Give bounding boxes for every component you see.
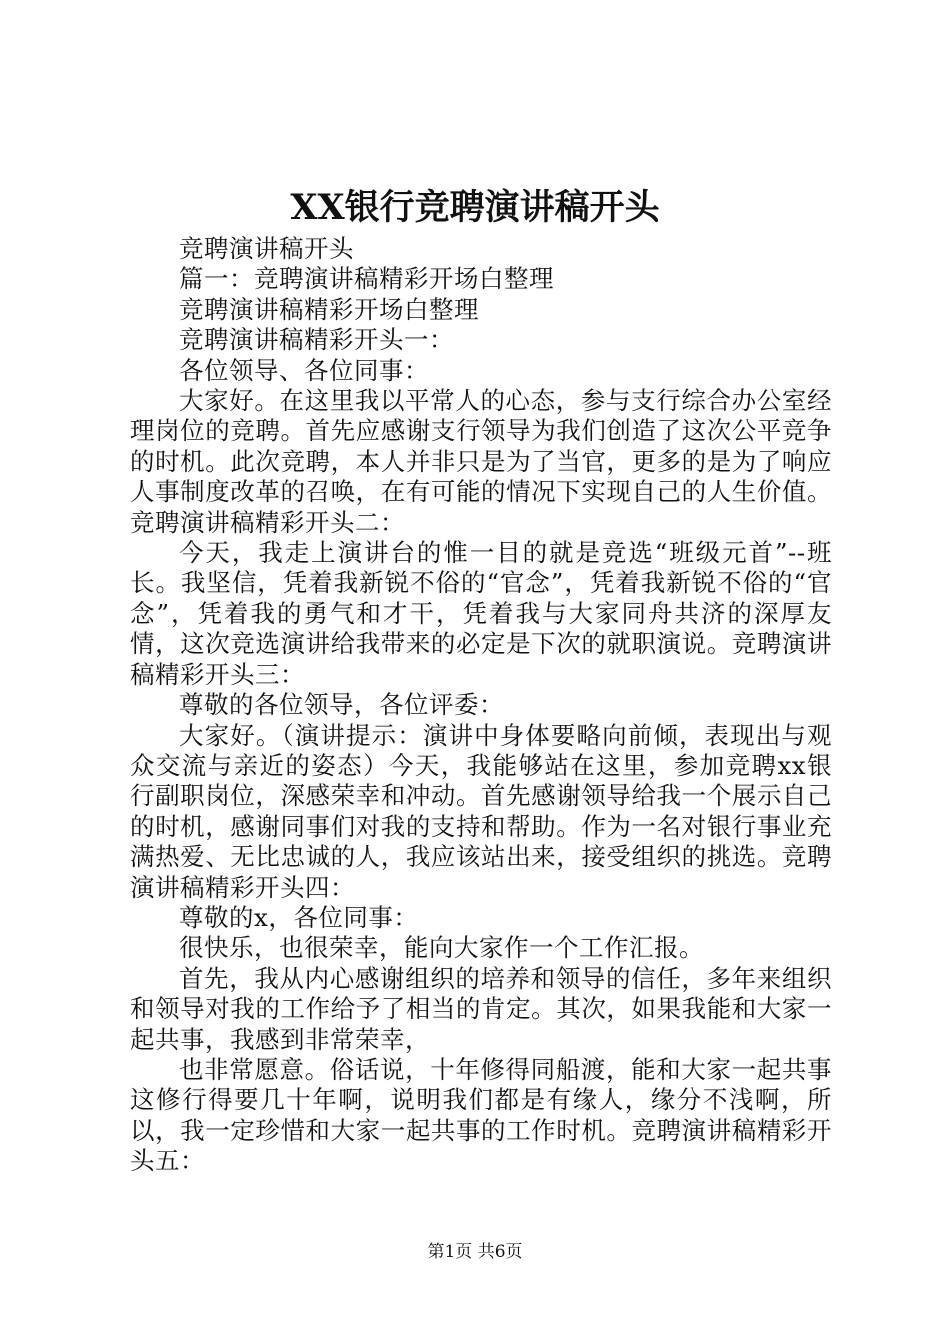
- paragraph-12: 首先，我从内心感谢组织的培养和领导的信任，多年来组织和领导对我的工作给予了相当的肯定。其次，如果我能和大家一起共事，我感到非常荣幸，: [130, 963, 832, 1054]
- paragraph-10: 尊敬的x，各位同事：: [179, 902, 419, 932]
- document-title: XX银行竞聘演讲稿开头: [290, 187, 660, 228]
- paragraph-7: 今天，我走上演讲台的惟一目的就是竞选“班级元首”--班长。我坚信，凭着我新锐不俗的“官念”，凭着我新锐不俗的“官念”，凭着我的勇气和才干，凭着我与大家同舟共济的深厚友情，这次竞选演讲给我带来的必定是下次的就职演说。竞聘演讲稿精彩开头三：: [130, 538, 832, 689]
- paragraph-8: 尊敬的各位领导，各位评委：: [179, 690, 504, 720]
- paragraph-4: 竞聘演讲稿精彩开头一：: [179, 325, 454, 355]
- paragraph-5: 各位领导、各位同事：: [179, 355, 429, 385]
- paragraph-6: 大家好。在这里我以平常人的心态，参与支行综合办公室经理岗位的竞聘。首先应感谢支行领导为我们创造了这次公平竞争的时机。此次竞聘，本人并非只是为了当官，更多的是为了响应人事制度改革的召唤，在有可能的情况下实现自己的人生价值。竞聘演讲稿精彩开头二：: [130, 386, 832, 537]
- paragraph-2: 篇一：竞聘演讲稿精彩开场白整理: [179, 264, 554, 294]
- paragraph-3: 竞聘演讲稿精彩开场白整理: [179, 294, 479, 324]
- document-body: [130, 234, 832, 1177]
- page-indicator: 第1页 共6页: [427, 1242, 523, 1262]
- paragraph-1: 竞聘演讲稿开头: [179, 234, 354, 263]
- page-footer: [0, 1240, 950, 1264]
- paragraph-13: 也非常愿意。俗话说，十年修得同船渡，能和大家一起共事这修行得要几十年啊，说明我们都是有缘人，缘分不浅啊，所以，我一定珍惜和大家一起共事的工作时机。竞聘演讲稿精彩开头五：: [130, 1054, 832, 1176]
- paragraph-11: 很快乐，也很荣幸，能向大家作一个工作汇报。: [179, 933, 704, 963]
- paragraph-9: 大家好。（演讲提示：演讲中身体要略向前倾，表现出与观众交流与亲近的姿态）今天，我能够站在这里，参加竞聘xx银行副职岗位，深感荣幸和冲动。首先感谢领导给我一个展示自己的时机，感谢同事们对我的支持和帮助。作为一名对银行事业充满热爱、无比忠诚的人，我应该站出来，接受组织的挑选。竞聘演讲稿精彩开头四：: [130, 720, 832, 902]
